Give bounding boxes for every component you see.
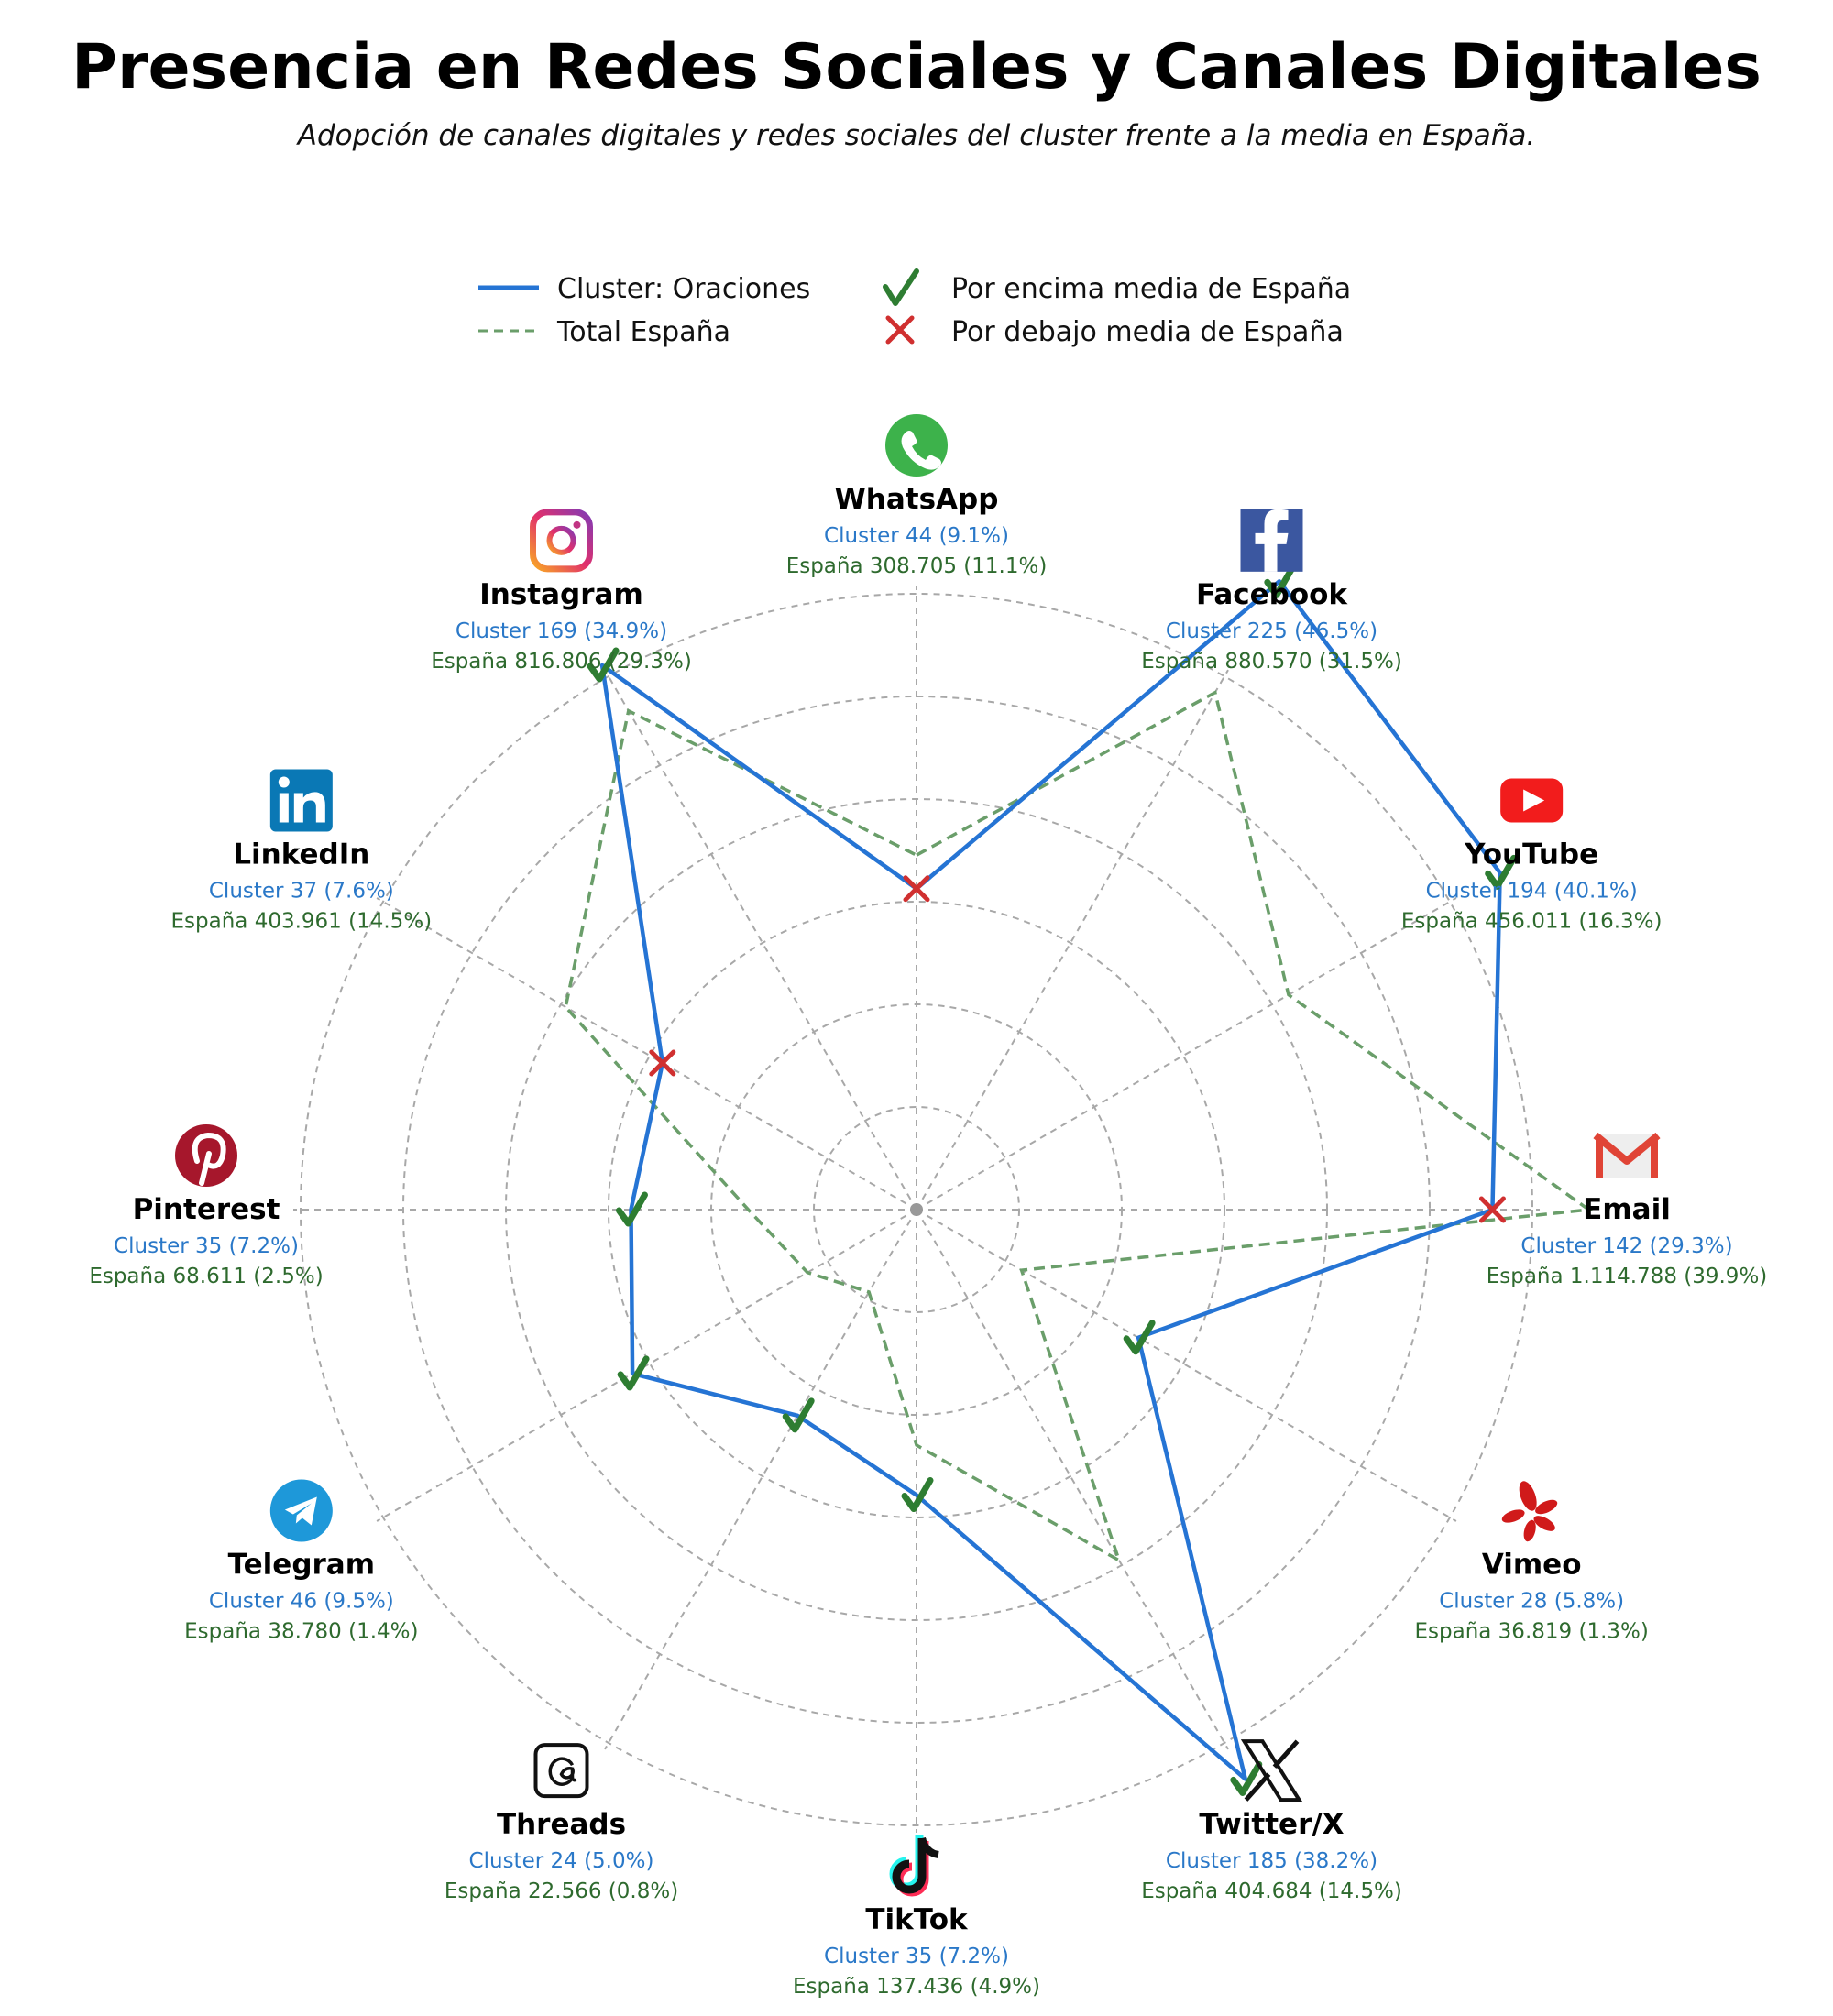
cluster-value-label: Cluster 28 (5.8%) <box>1439 1589 1625 1614</box>
category-label <box>89 1124 323 1288</box>
legend <box>478 271 1351 348</box>
whatsapp-icon <box>885 414 948 477</box>
grid-spoke <box>605 670 916 1210</box>
category-label <box>786 414 1048 578</box>
spain-value-label: España 816.806 (29.3%) <box>431 649 692 674</box>
cross-icon <box>888 318 912 342</box>
grid-spoke <box>916 1210 1228 1749</box>
legend-above-label: Por encima media de España <box>951 273 1352 305</box>
chart-subtitle: Adopción de canales digitales y redes sociales del cluster frente a la media en España. <box>297 119 1536 152</box>
facebook-icon <box>1241 509 1303 572</box>
spain-value-label: España 1.114.788 (39.9%) <box>1486 1265 1768 1288</box>
category-labels <box>89 414 1767 1999</box>
category-name: LinkedIn <box>233 838 370 871</box>
gmail-icon <box>1596 1134 1658 1178</box>
grid-spoke <box>377 898 916 1210</box>
vimeo-icon <box>1500 1479 1560 1543</box>
grid-spoke <box>916 1210 1456 1521</box>
cluster-value-label: Cluster 24 (5.0%) <box>468 1849 654 1874</box>
tiktok-icon <box>894 1835 938 1892</box>
category-name: Telegram <box>227 1548 376 1582</box>
cluster-line <box>602 581 1500 1779</box>
cluster-value-label: Cluster 37 (7.6%) <box>208 879 394 904</box>
category-label <box>445 1745 678 1903</box>
category-name: Twitter/X <box>1199 1808 1345 1842</box>
category-label <box>1401 779 1663 934</box>
spain-line <box>565 693 1588 1561</box>
cluster-value-label: Cluster 225 (46.5%) <box>1165 619 1378 643</box>
category-name: YouTube <box>1465 838 1599 871</box>
cluster-value-label: Cluster 44 (9.1%) <box>824 524 1009 548</box>
spain-value-label: España 68.611 (2.5%) <box>89 1265 324 1288</box>
status-markers <box>590 566 1514 1792</box>
check-icon <box>885 271 916 303</box>
spain-value-label: España 36.819 (1.3%) <box>1414 1619 1649 1644</box>
category-name: Instagram <box>479 577 643 611</box>
grid-spoke <box>916 898 1456 1210</box>
instagram-icon <box>533 512 590 569</box>
cluster-series <box>602 581 1500 1779</box>
cluster-value-label: Cluster 194 (40.1%) <box>1425 879 1638 904</box>
spain-value-label: España 38.780 (1.4%) <box>184 1619 419 1644</box>
category-name: Email <box>1583 1193 1671 1226</box>
category-name: TikTok <box>865 1903 968 1936</box>
youtube-icon <box>1500 779 1563 823</box>
legend-cluster-label: Cluster: Oraciones <box>557 273 811 305</box>
linkedin-icon <box>270 770 333 832</box>
category-label <box>171 770 433 934</box>
center-dot <box>910 1203 923 1216</box>
telegram-icon <box>270 1480 333 1542</box>
spain-series <box>565 693 1588 1561</box>
grid-spoke <box>377 1210 916 1521</box>
spain-value-label: España 403.961 (14.5%) <box>170 909 433 934</box>
cluster-value-label: Cluster 169 (34.9%) <box>455 619 668 643</box>
category-label <box>1141 509 1402 674</box>
category-name: Threads <box>496 1808 627 1842</box>
spain-value-label: España 308.705 (11.1%) <box>785 554 1048 578</box>
category-label <box>431 512 692 674</box>
category-name: Facebook <box>1195 577 1348 611</box>
cluster-value-label: Cluster 142 (29.3%) <box>1520 1234 1733 1258</box>
spain-value-label: España 404.684 (14.5%) <box>1141 1879 1402 1904</box>
radar-grid <box>293 586 1540 1833</box>
category-name: Pinterest <box>132 1193 280 1226</box>
category-label <box>793 1835 1040 1999</box>
spain-value-label: España 880.570 (31.5%) <box>1141 649 1402 674</box>
cluster-value-label: Cluster 35 (7.2%) <box>114 1234 299 1258</box>
category-name: WhatsApp <box>834 483 999 516</box>
grid-spoke <box>605 1210 916 1749</box>
spain-value-label: España 22.566 (0.8%) <box>444 1879 679 1904</box>
pinterest-icon <box>175 1124 237 1187</box>
legend-below-label: Por debajo media de España <box>951 316 1344 348</box>
category-label <box>1487 1134 1768 1288</box>
category-label <box>184 1480 418 1644</box>
category-name: Vimeo <box>1481 1548 1582 1582</box>
cluster-value-label: Cluster 46 (9.5%) <box>208 1589 394 1614</box>
cluster-value-label: Cluster 35 (7.2%) <box>824 1945 1009 1968</box>
spain-value-label: España 137.436 (4.9%) <box>793 1975 1040 1999</box>
category-label <box>1414 1479 1648 1644</box>
grid-spoke <box>916 670 1228 1210</box>
cluster-value-label: Cluster 185 (38.2%) <box>1165 1849 1378 1874</box>
chart-title: Presencia en Redes Sociales y Canales Digitales <box>71 31 1762 104</box>
threads-icon <box>536 1745 587 1796</box>
legend-spain-label: Total España <box>557 316 731 348</box>
spain-value-label: España 456.011 (16.3%) <box>1400 909 1663 934</box>
